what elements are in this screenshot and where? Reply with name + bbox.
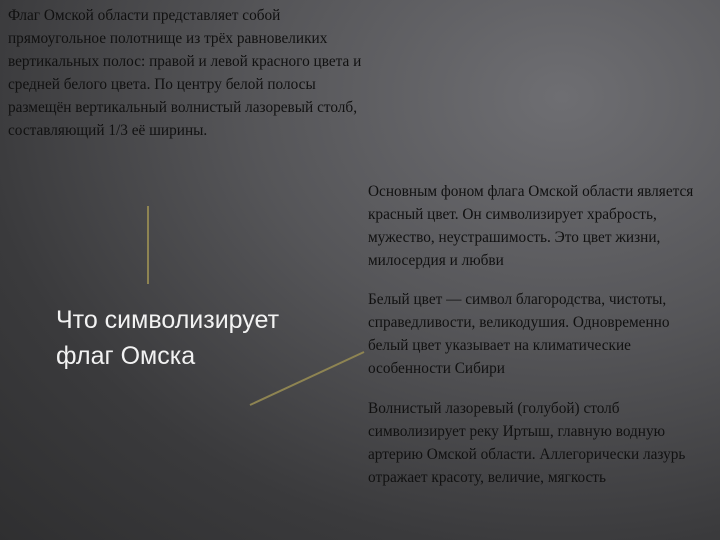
slide-title: Что символизирует флаг Омска [56,306,280,370]
symbol-azure-text: Волнистый лазоревый (голубой) столб символизирует реку Иртыш, главную водную артерию Омской области. Аллегорически лазурь отражает красоту, величие, мягкость [368,400,686,486]
symbol-red-text: Основным фоном флага Омской области является красный цвет. Он символизирует храбрость, мужество, неустрашимость. Это цвет жизни, милосердия и любви [368,183,694,269]
flag-description: Флаг Омской области представляет собой прямоугольное полотнище из трёх равновеликих вертикальных полос: правой и левой красного цвета и средней белого цвета. По центру белой полосы размещён вертикальный волнистый лазоревый столб, составляющий 1/3 её ширины. [8,7,362,139]
symbol-white-text: Белый цвет — символ благородства, чистоты, справедливости, великодушия. Одновременно белый цвет указывает на климатические особенности Сибири [368,291,670,377]
